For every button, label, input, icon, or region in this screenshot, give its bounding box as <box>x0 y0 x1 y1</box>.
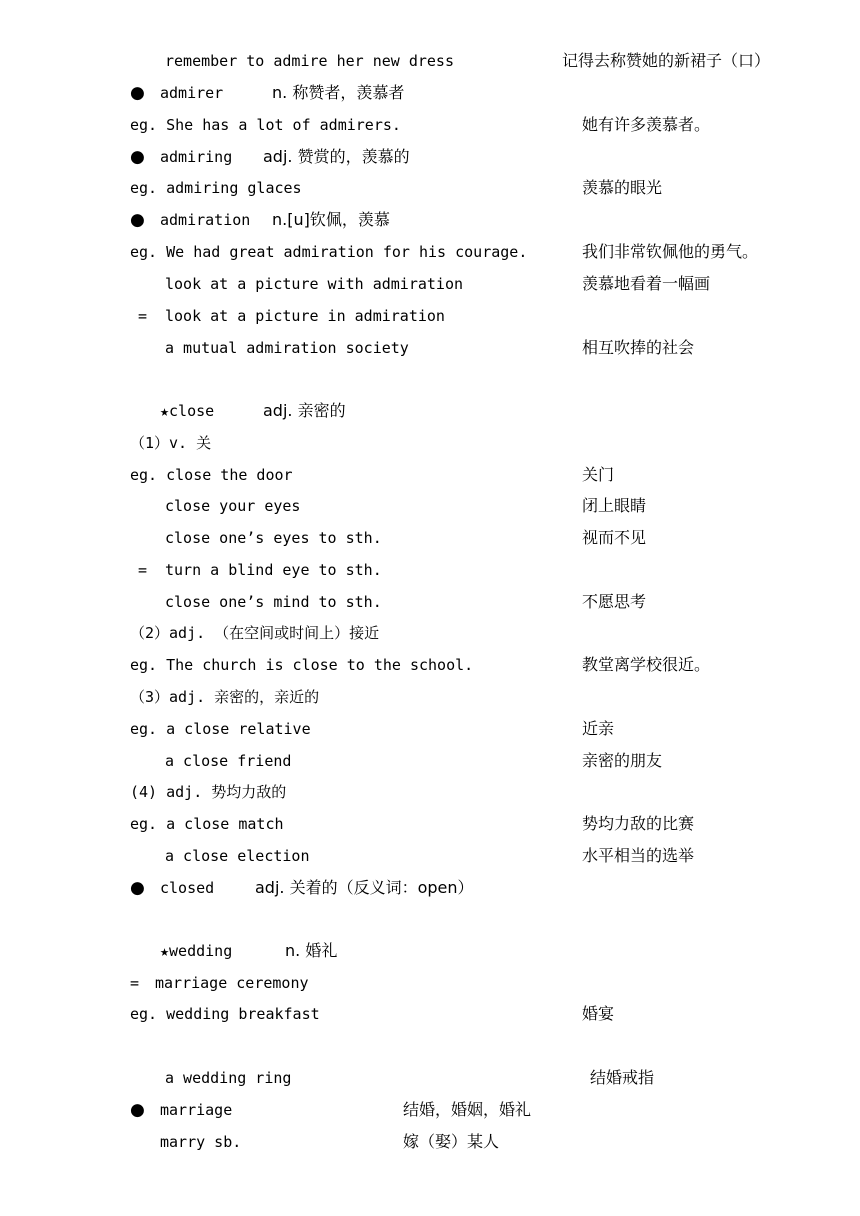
english-text: look at a picture with admiration <box>165 275 464 293</box>
entry-line <box>0 527 860 549</box>
chinese-translation: 相互吹捧的社会 <box>582 338 695 357</box>
english-text: eg. wedding breakfast <box>130 1005 320 1023</box>
definition: adj. 赞赏的，羡慕的 <box>263 147 410 166</box>
entry-line <box>0 972 860 994</box>
headword: admirer <box>160 84 224 102</box>
english-text: a mutual admiration society <box>165 339 409 357</box>
english-text: （1）v. 关 <box>130 434 212 452</box>
english-text: eg. close the door <box>130 466 293 484</box>
entry-line <box>0 114 860 136</box>
entry-line <box>0 146 860 168</box>
headword: ★wedding <box>160 942 233 960</box>
entry-line <box>0 718 860 740</box>
english-text: close your eyes <box>165 497 301 515</box>
entry-line <box>0 1003 860 1025</box>
entry-line <box>0 337 860 359</box>
definition: n.[u]钦佩，羡慕 <box>272 210 390 229</box>
equals-sign: = <box>138 307 148 325</box>
headword: admiration <box>160 211 251 229</box>
entry-line <box>0 1067 860 1089</box>
chinese-translation: 关门 <box>582 465 615 484</box>
chinese-translation: 势均力敌的比赛 <box>582 814 695 833</box>
definition: adj. 关着的（反义词：open） <box>255 878 474 897</box>
headword: ★close <box>160 402 215 420</box>
definition: n. 称赞者，羡慕者 <box>272 83 405 102</box>
definition: n. 婚礼 <box>285 941 338 960</box>
entry-line <box>0 877 860 899</box>
equals-sign: = <box>138 561 148 579</box>
bullet-icon: ● <box>130 83 145 103</box>
entry-line <box>0 813 860 835</box>
chinese-translation: 视而不见 <box>582 528 647 547</box>
headword: admiring <box>160 148 233 166</box>
chinese-translation: 亲密的朋友 <box>582 751 663 770</box>
entry-line <box>0 273 860 295</box>
english-text: eg. We had great admiration for his courage. <box>130 243 528 261</box>
chinese-translation: 她有许多羡慕者。 <box>582 115 711 134</box>
english-text: a close friend <box>165 752 292 770</box>
english-text: eg. a close relative <box>130 720 311 738</box>
entry-line <box>0 559 860 581</box>
definition: 结婚，婚姻，婚礼 <box>403 1100 532 1119</box>
english-text: eg. a close match <box>130 815 284 833</box>
headword: closed <box>160 879 215 897</box>
entry-line <box>0 400 860 422</box>
chinese-translation: 记得去称赞她的新裙子（口） <box>562 51 771 70</box>
english-text: turn a blind eye to sth. <box>165 561 382 579</box>
chinese-translation: 闭上眼睛 <box>582 496 647 515</box>
entry-line <box>0 845 860 867</box>
entry-line <box>0 82 860 104</box>
entry-line <box>0 432 860 454</box>
english-text: marriage ceremony <box>155 974 309 992</box>
entry-line <box>0 305 860 327</box>
english-text: eg. She has a lot of admirers. <box>130 116 401 134</box>
chinese-translation: 不愿思考 <box>582 592 647 611</box>
entry-line <box>0 209 860 231</box>
chinese-translation: 我们非常钦佩他的勇气。 <box>582 242 759 261</box>
english-text: eg. The church is close to the school. <box>130 656 474 674</box>
english-text: look at a picture in admiration <box>165 307 445 325</box>
entry-line <box>0 1099 860 1121</box>
entry-line <box>0 686 860 708</box>
bullet-icon: ● <box>130 878 145 898</box>
entry-line <box>0 241 860 263</box>
english-text: eg. admiring glaces <box>130 179 302 197</box>
entry-line <box>0 622 860 644</box>
english-text: （2）adj. （在空间或时间上）接近 <box>130 624 380 642</box>
equals-sign: = <box>130 974 140 992</box>
chinese-translation: 教堂离学校很近。 <box>582 655 711 674</box>
entry-line <box>0 654 860 676</box>
english-text: remember to admire her new dress <box>165 52 454 70</box>
bullet-icon: ● <box>130 1100 145 1120</box>
headword: marry sb. <box>160 1133 242 1151</box>
chinese-translation: 羡慕的眼光 <box>582 178 663 197</box>
chinese-translation: 近亲 <box>582 719 615 738</box>
entry-line <box>0 781 860 803</box>
entry-line <box>0 177 860 199</box>
chinese-translation: 结婚戒指 <box>590 1068 655 1087</box>
entry-line <box>0 464 860 486</box>
english-text: （3）adj. 亲密的，亲近的 <box>130 688 320 706</box>
entry-line <box>0 50 860 72</box>
bullet-icon: ● <box>130 147 145 167</box>
entry-line <box>0 591 860 613</box>
headword: marriage <box>160 1101 233 1119</box>
definition: adj. 亲密的 <box>263 401 346 420</box>
chinese-translation: 婚宴 <box>582 1004 615 1023</box>
entry-line <box>0 750 860 772</box>
english-text: a wedding ring <box>165 1069 292 1087</box>
entry-line <box>0 495 860 517</box>
chinese-translation: 羡慕地看着一幅画 <box>582 274 711 293</box>
english-text: close one’s eyes to sth. <box>165 529 382 547</box>
english-text: a close election <box>165 847 310 865</box>
english-text: close one’s mind to sth. <box>165 593 382 611</box>
bullet-icon: ● <box>130 210 145 230</box>
definition: 嫁（娶）某人 <box>403 1132 500 1151</box>
english-text: (4) adj. 势均力敌的 <box>130 783 287 801</box>
chinese-translation: 水平相当的选举 <box>582 846 695 865</box>
entry-line <box>0 940 860 962</box>
entry-line <box>0 1131 860 1153</box>
